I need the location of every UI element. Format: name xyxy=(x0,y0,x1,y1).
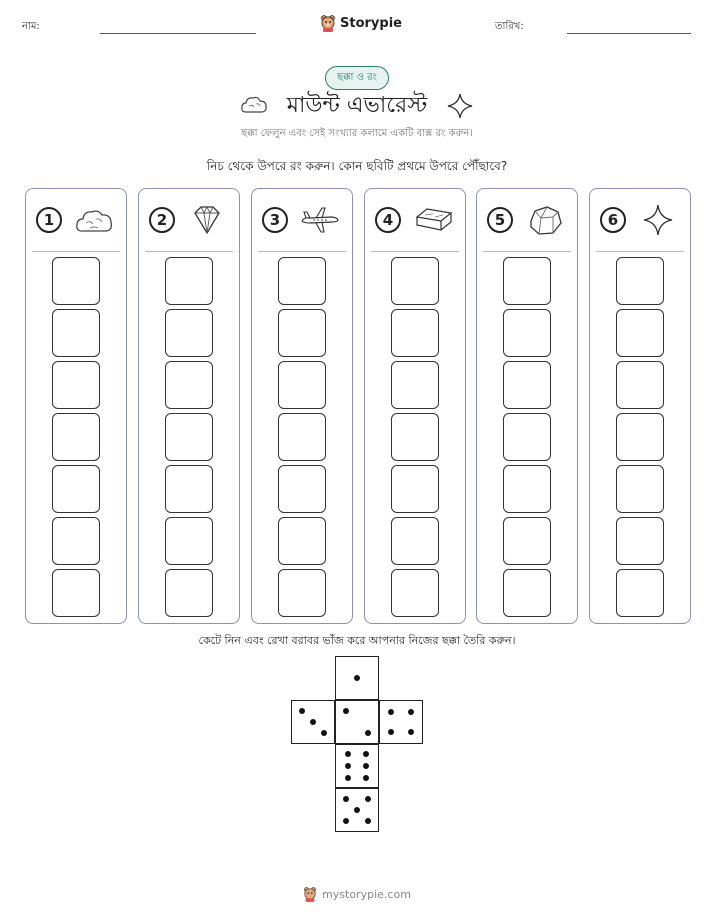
color-box[interactable] xyxy=(278,257,326,305)
color-box[interactable] xyxy=(52,465,100,513)
dice-pip xyxy=(321,730,327,736)
dice-face-4 xyxy=(379,700,423,744)
color-box[interactable] xyxy=(165,309,213,357)
color-box[interactable] xyxy=(616,309,664,357)
dice-pip xyxy=(345,763,351,769)
name-line xyxy=(100,33,256,34)
column-number: 6 xyxy=(600,207,626,233)
brand-logo xyxy=(320,12,402,34)
dice-pip xyxy=(343,708,349,714)
dice-pip xyxy=(363,751,369,757)
column-divider xyxy=(32,251,120,252)
color-box[interactable] xyxy=(165,413,213,461)
color-box[interactable] xyxy=(391,257,439,305)
cloud-icon xyxy=(74,203,114,237)
column-header xyxy=(26,189,126,251)
color-box[interactable] xyxy=(503,517,551,565)
column-header xyxy=(139,189,239,251)
color-box[interactable] xyxy=(278,413,326,461)
dice-pip xyxy=(363,763,369,769)
dice-pip xyxy=(388,729,394,735)
color-box[interactable] xyxy=(278,517,326,565)
dice-face-3 xyxy=(291,700,335,744)
sparkle-title-icon xyxy=(446,92,474,120)
color-box[interactable] xyxy=(391,517,439,565)
dice-pip xyxy=(354,807,360,813)
color-box[interactable] xyxy=(503,309,551,357)
column-number: 3 xyxy=(262,207,288,233)
color-box[interactable] xyxy=(616,569,664,617)
dice-face-1 xyxy=(335,656,379,700)
column-2 xyxy=(138,188,240,624)
dice-pip xyxy=(343,796,349,802)
date-label: তারিখ: xyxy=(495,21,524,32)
dice-pip xyxy=(408,709,414,715)
color-box[interactable] xyxy=(165,465,213,513)
airplane-icon xyxy=(300,203,340,237)
page-subtitle: ছক্কা ফেলুন এবং সেই সংখ্যার কলামে একটি বাক্স রং করুন। xyxy=(241,128,473,139)
column-3 xyxy=(251,188,353,624)
color-box[interactable] xyxy=(165,569,213,617)
sparkle-icon xyxy=(638,203,678,237)
dice-pip xyxy=(345,751,351,757)
dice-pip xyxy=(354,675,360,681)
color-box[interactable] xyxy=(616,465,664,513)
footer xyxy=(0,886,714,902)
dice-pip xyxy=(299,708,305,714)
column-number: 2 xyxy=(149,207,175,233)
color-box[interactable] xyxy=(278,361,326,409)
activity-badge: ছক্কা ও রং xyxy=(325,66,389,90)
column-number: 5 xyxy=(487,207,513,233)
dice-face-5 xyxy=(335,788,379,832)
column-1 xyxy=(25,188,127,624)
column-number: 1 xyxy=(36,207,62,233)
color-box[interactable] xyxy=(391,361,439,409)
ice-block-icon xyxy=(413,203,453,237)
color-box[interactable] xyxy=(503,465,551,513)
color-box[interactable] xyxy=(278,465,326,513)
color-box[interactable] xyxy=(278,569,326,617)
instruction-text: নিচ থেকে উপরে রং করুন। কোন ছবিটি প্রথমে উপরে পৌঁছাবে? xyxy=(206,159,508,173)
color-box[interactable] xyxy=(52,361,100,409)
color-box[interactable] xyxy=(503,361,551,409)
color-box[interactable] xyxy=(52,257,100,305)
cut-instruction: কেটে নিন এবং রেখা বরাবর ভাঁজ করে আপনার নিজের ছক্কা তৈরি করুন। xyxy=(198,634,516,647)
color-box[interactable] xyxy=(391,569,439,617)
column-number: 4 xyxy=(375,207,401,233)
column-header xyxy=(365,189,465,251)
column-header xyxy=(590,189,690,251)
column-header xyxy=(477,189,577,251)
storypie-mascot-icon xyxy=(303,886,317,902)
column-6 xyxy=(589,188,691,624)
color-box[interactable] xyxy=(391,413,439,461)
column-divider xyxy=(483,251,571,252)
column-divider xyxy=(145,251,233,252)
column-divider xyxy=(371,251,459,252)
color-box[interactable] xyxy=(616,257,664,305)
color-box[interactable] xyxy=(503,257,551,305)
dice-pip xyxy=(365,730,371,736)
color-box[interactable] xyxy=(52,413,100,461)
dice-face-2 xyxy=(335,700,379,744)
page-title: মাউন্ট এভারেস্ট xyxy=(286,93,428,118)
footer-url[interactable]: mystorypie.com xyxy=(322,887,411,901)
dice-face-6 xyxy=(335,744,379,788)
color-box[interactable] xyxy=(503,569,551,617)
diamond-icon xyxy=(187,203,227,237)
dice-pip xyxy=(408,729,414,735)
dice-pip xyxy=(363,775,369,781)
color-box[interactable] xyxy=(52,569,100,617)
brand-name: Storypie xyxy=(340,15,402,31)
name-label: নাম: xyxy=(22,21,40,32)
dice-pip xyxy=(345,775,351,781)
storypie-mascot-icon xyxy=(320,14,336,32)
column-divider xyxy=(596,251,684,252)
color-box[interactable] xyxy=(52,309,100,357)
dice-pip xyxy=(365,818,371,824)
color-box[interactable] xyxy=(391,309,439,357)
color-box[interactable] xyxy=(391,465,439,513)
color-box[interactable] xyxy=(165,517,213,565)
color-box[interactable] xyxy=(165,257,213,305)
dice-pip xyxy=(310,719,316,725)
column-divider xyxy=(258,251,346,252)
dice-pip xyxy=(388,709,394,715)
column-4 xyxy=(364,188,466,624)
rock-icon xyxy=(525,203,565,237)
date-line xyxy=(567,33,691,34)
dice-pip xyxy=(343,818,349,824)
column-5 xyxy=(476,188,578,624)
dice-pip xyxy=(365,796,371,802)
color-box[interactable] xyxy=(616,517,664,565)
color-box[interactable] xyxy=(278,309,326,357)
color-box[interactable] xyxy=(503,413,551,461)
column-header xyxy=(252,189,352,251)
color-box[interactable] xyxy=(165,361,213,409)
color-box[interactable] xyxy=(616,361,664,409)
color-box[interactable] xyxy=(616,413,664,461)
color-box[interactable] xyxy=(52,517,100,565)
